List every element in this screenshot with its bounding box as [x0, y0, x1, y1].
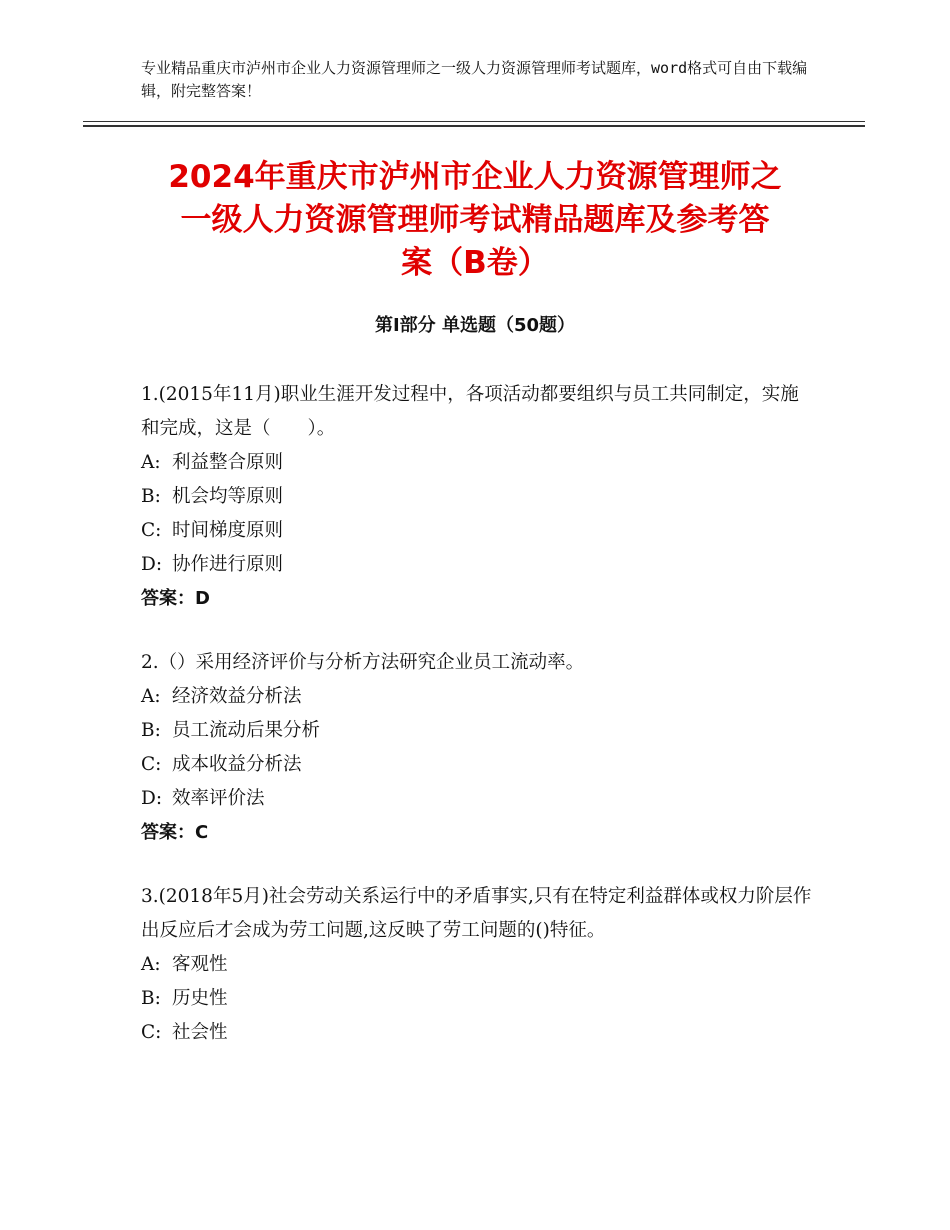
- option-c: [141, 514, 813, 548]
- question-stem: 2.（）采用经济评价与分析方法研究企业员工流动率。: [141, 652, 585, 673]
- option-a: [141, 948, 813, 982]
- option-b: [141, 480, 813, 514]
- option-key: B:: [141, 486, 161, 507]
- option-text: 经济效益分析法: [172, 686, 302, 707]
- option-text: 历史性: [172, 988, 228, 1009]
- answer-line: 答案：D: [141, 588, 210, 609]
- option-text: 成本收益分析法: [172, 754, 302, 775]
- header-divider-thick: [83, 125, 865, 127]
- option-d: [141, 548, 813, 582]
- document-title: [120, 156, 830, 285]
- option-b: [141, 982, 813, 1016]
- section-title: 第Ⅰ部分 单选题（50题）: [374, 315, 575, 336]
- option-c: [141, 748, 813, 782]
- header-note: 专业精品重庆市泸州市企业人力资源管理师之一级人力资源管理师考试题库，word格式可自由下载编辑，附完整答案！: [141, 59, 808, 100]
- option-text: 协作进行原则: [172, 554, 284, 575]
- option-text: 客观性: [172, 954, 228, 975]
- header-divider-thin: [83, 121, 865, 122]
- option-c: [141, 1016, 813, 1050]
- option-key: A:: [141, 686, 161, 707]
- option-a: [141, 446, 813, 480]
- option-text: 时间梯度原则: [172, 520, 284, 541]
- option-key: C:: [141, 1022, 162, 1043]
- option-key: B:: [141, 988, 161, 1009]
- option-text: 员工流动后果分析: [172, 720, 321, 741]
- option-key: C:: [141, 754, 162, 775]
- option-key: A:: [141, 954, 161, 975]
- question-stem: 3.(2018年5月)社会劳动关系运行中的矛盾事实,只有在特定利益群体或权力阶层作出反应后才会成为劳工问题,这反映了劳工问题的()特征。: [141, 886, 812, 941]
- answer-line: 答案：C: [141, 822, 209, 843]
- question-2: [141, 646, 813, 850]
- question-3: [141, 880, 813, 1050]
- title-line-2: 一级人力资源管理师考试精品题库及参考答: [180, 202, 770, 238]
- option-text: 社会性: [172, 1022, 228, 1043]
- question-1: [141, 378, 813, 616]
- option-key: D:: [141, 554, 163, 575]
- option-key: C:: [141, 520, 162, 541]
- option-text: 机会均等原则: [172, 486, 284, 507]
- question-stem: 1.(2015年11月)职业生涯开发过程中，各项活动都要组织与员工共同制定，实施和完成，这是（ ）。: [141, 384, 799, 439]
- question-list: [141, 378, 813, 1080]
- option-key: D:: [141, 788, 163, 809]
- option-b: [141, 714, 813, 748]
- option-key: A:: [141, 452, 161, 473]
- option-text: 效率评价法: [172, 788, 265, 809]
- option-text: 利益整合原则: [172, 452, 284, 473]
- option-key: B:: [141, 720, 161, 741]
- option-d: [141, 782, 813, 816]
- title-line-1: 2024年重庆市泸州市企业人力资源管理师之: [168, 159, 782, 195]
- option-a: [141, 680, 813, 714]
- title-line-3: 案（B卷）: [401, 245, 549, 281]
